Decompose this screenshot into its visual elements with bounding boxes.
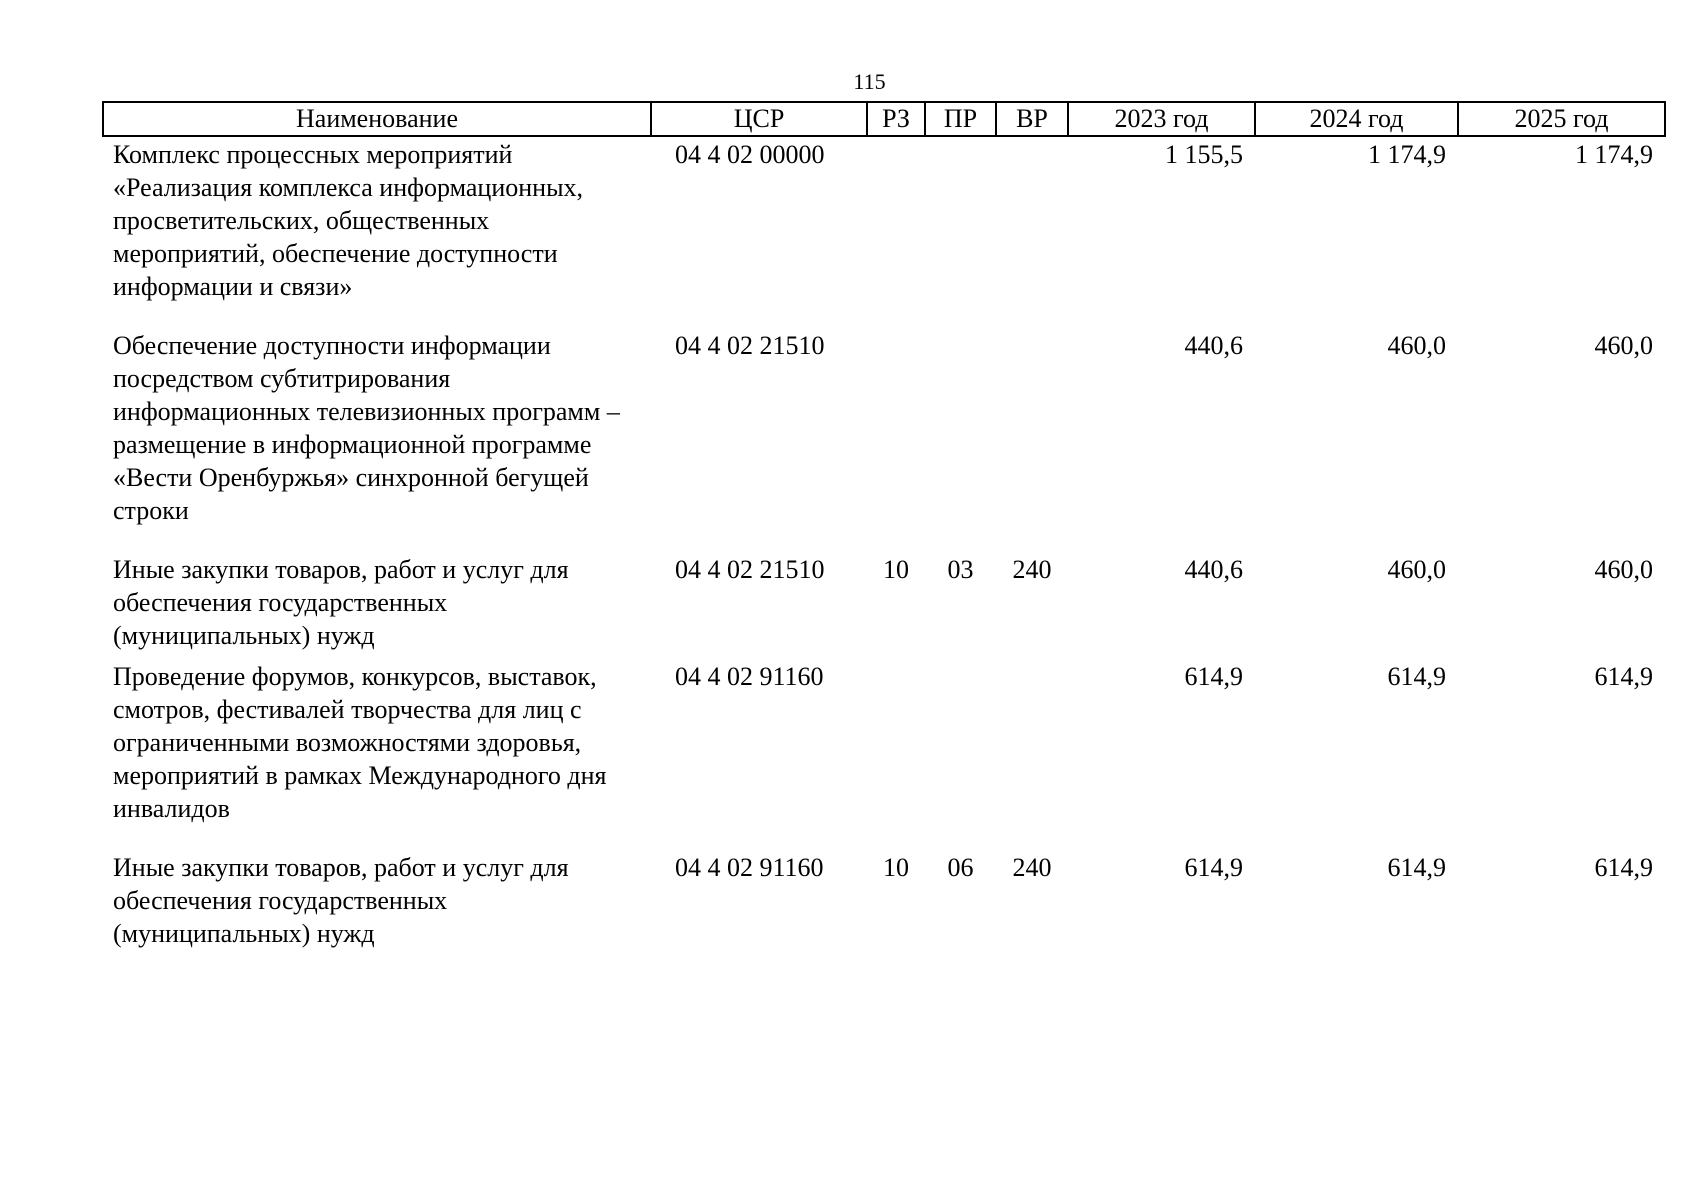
cell-rz (867, 329, 925, 553)
cell-2024: 614,9 (1387, 853, 1446, 882)
cell-csr: 04 4 02 00000 (675, 140, 825, 169)
page-number: 115 (853, 69, 886, 94)
cell-2025: 1 174,9 (1575, 140, 1653, 169)
cell-name: Комплекс процессных мероприятий «Реализация комплекса информационных, просветительских, общественных мероприятий, обеспечение доступности информации и связи» (113, 140, 584, 301)
cell-2024: 460,0 (1387, 555, 1446, 584)
cell-csr: 04 4 02 91160 (675, 662, 824, 691)
table-header (103, 102, 1665, 136)
cell-vr (996, 329, 1068, 553)
cell-csr: 04 4 02 91160 (675, 853, 824, 882)
cell-2024: 460,0 (1387, 331, 1446, 360)
cell-2023: 614,9 (1184, 662, 1243, 691)
table-row (103, 136, 1665, 329)
cell-2025: 614,9 (1594, 662, 1653, 691)
cell-pr (925, 136, 996, 329)
cell-vr: 240 (1012, 853, 1052, 882)
cell-rz: 10 (883, 555, 909, 584)
cell-rz (867, 136, 925, 329)
cell-csr: 04 4 02 21510 (675, 555, 825, 584)
cell-2025: 460,0 (1594, 555, 1653, 584)
table-row (103, 553, 1665, 660)
column-header-name: Наименование (103, 102, 651, 136)
cell-pr: 06 (947, 853, 974, 882)
table-row (103, 660, 1665, 851)
column-header-pr: ПР (925, 102, 996, 136)
cell-name: Иные закупки товаров, работ и услуг для обеспечения государственных (муниципальных) нужд (113, 555, 569, 650)
column-header-2025: 2025 год (1458, 102, 1665, 136)
cell-name: Иные закупки товаров, работ и услуг для обеспечения государственных (муниципальных) нужд (113, 853, 569, 948)
cell-2024: 614,9 (1387, 662, 1446, 691)
column-header-2023: 2023 год (1068, 102, 1255, 136)
table-body (103, 136, 1665, 976)
cell-2025: 460,0 (1594, 331, 1653, 360)
cell-pr (925, 660, 996, 851)
cell-csr: 04 4 02 21510 (675, 331, 825, 360)
cell-2023: 440,6 (1184, 331, 1243, 360)
cell-2024: 1 174,9 (1368, 140, 1446, 169)
table-row (103, 329, 1665, 553)
cell-name: Обеспечение доступности информации посредством субтитрирования информационных телевизионных программ – размещение в информационной программе «Вести Оренбуржья» синхронной бегущей строки (113, 331, 620, 525)
header-row (103, 102, 1665, 136)
cell-vr: 240 (1012, 555, 1052, 584)
cell-pr: 03 (947, 555, 974, 584)
cell-rz: 10 (883, 853, 909, 882)
cell-2023: 614,9 (1184, 853, 1243, 882)
column-header-csr: ЦСР (651, 102, 867, 136)
cell-name: Проведение форумов, конкурсов, выставок, смотров, фестивалей творчества для лиц с ограниченными возможностями здоровья, мероприятий в рамках Международного дня инвалидов (113, 662, 607, 823)
column-header-vr: ВР (996, 102, 1068, 136)
table-row (103, 851, 1665, 976)
budget-table (102, 101, 1666, 976)
column-header-rz: РЗ (867, 102, 925, 136)
cell-pr (925, 329, 996, 553)
cell-rz (867, 660, 925, 851)
cell-2025: 614,9 (1594, 853, 1653, 882)
cell-vr (996, 660, 1068, 851)
cell-2023: 1 155,5 (1165, 140, 1243, 169)
cell-2023: 440,6 (1184, 555, 1243, 584)
column-header-2024: 2024 год (1255, 102, 1458, 136)
cell-vr (996, 136, 1068, 329)
